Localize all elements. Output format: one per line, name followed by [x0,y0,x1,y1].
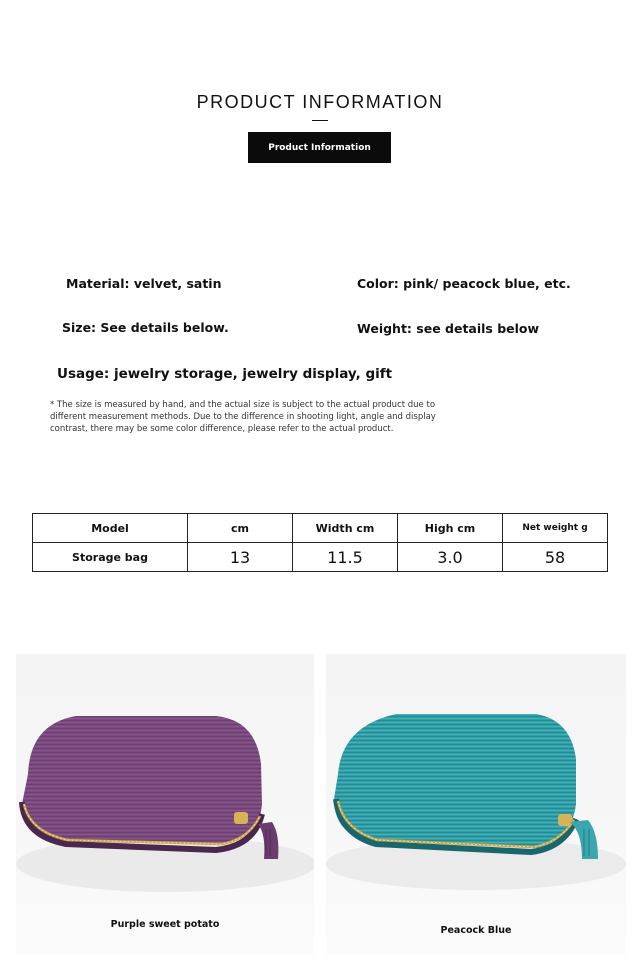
table-cell-height: 3.0 [398,543,503,572]
table-header-cell: cm [188,514,293,543]
section-badge: Product Information [248,132,391,163]
table-header-cell: Width cm [293,514,398,543]
product-photo-teal [326,654,626,954]
purple-pouch-icon [16,654,314,954]
title-divider [312,120,328,121]
table-row [33,543,608,572]
spec-usage: Usage: jewelry storage, jewelry display, gift [57,366,393,382]
table-header-row [33,514,608,543]
teal-pouch-icon [326,654,626,954]
table-cell-width: 11.5 [293,543,398,572]
table-cell-weight: 58 [503,543,608,572]
table-cell-length: 13 [188,543,293,572]
product-photo-purple [16,654,314,954]
table-header-cell: Model [33,514,188,543]
page-title: PRODUCT INFORMATION [196,92,444,112]
product-caption-teal: Peacock Blue [440,925,512,936]
spec-color: Color: pink/ peacock blue, etc. [357,276,571,291]
spec-weight: Weight: see details below [357,321,540,336]
table-header-cell: Net weight g [503,514,608,543]
product-caption-purple: Purple sweet potato [110,919,220,930]
table-header-cell: High cm [398,514,503,543]
table-cell-model: Storage bag [33,543,188,572]
spec-material: Material: velvet, satin [66,276,222,291]
measurement-note: * The size is measured by hand, and the actual size is subject to the actual product due to different measurement methods. Due to the difference in shooting light, angle and display contrast, there may be some color difference, please refer to the actual product. [50,400,436,434]
size-table [32,513,608,572]
spec-size: Size: See details below. [62,320,229,335]
